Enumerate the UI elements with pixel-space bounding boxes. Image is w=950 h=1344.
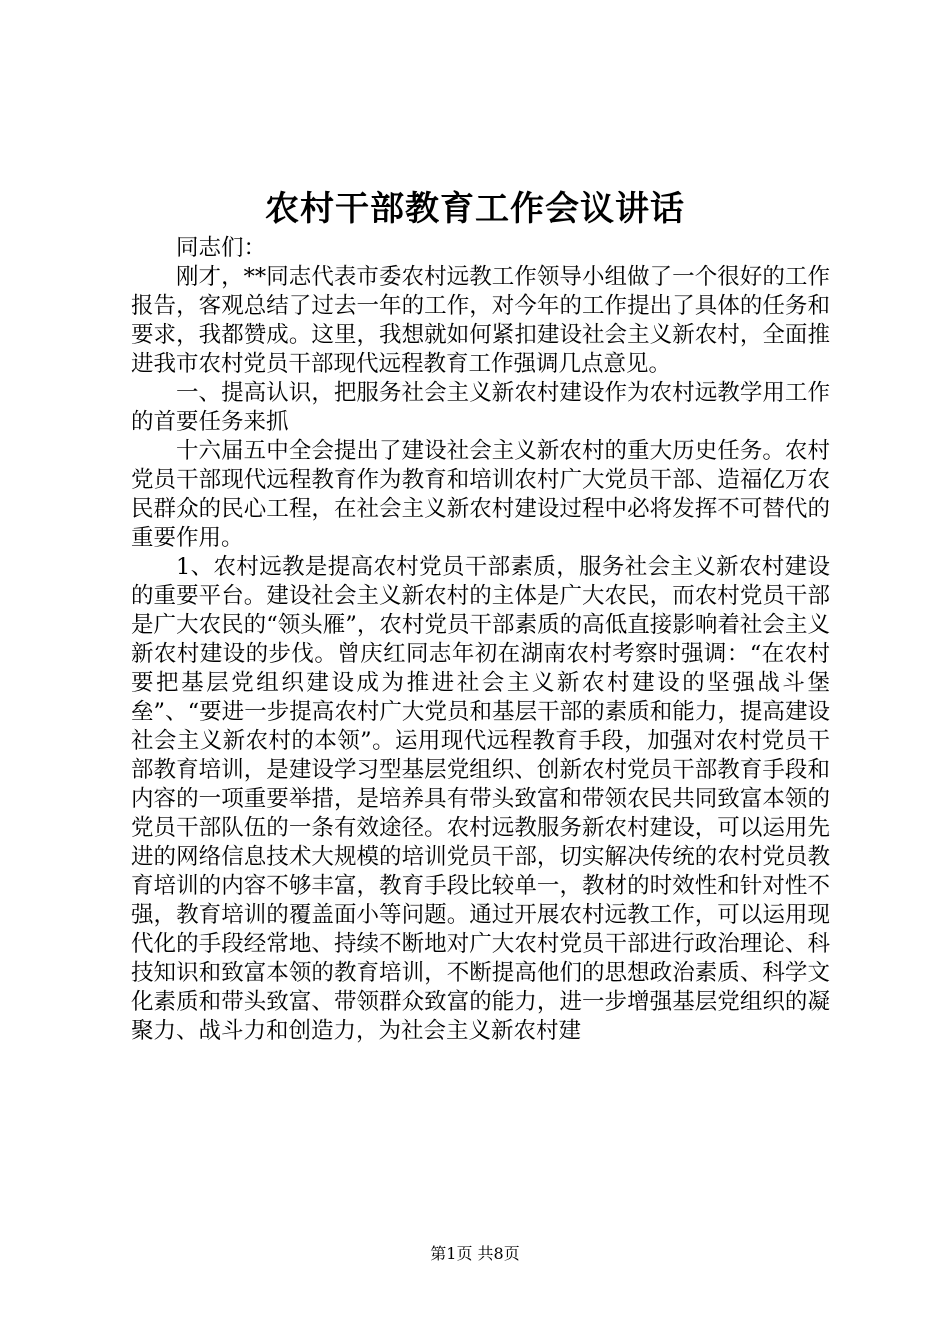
document-title: 农村干部教育工作会议讲话 — [265, 189, 685, 229]
page-number-footer: 第1页 共8页 — [430, 1244, 520, 1263]
salutation-paragraph: 同志们： — [176, 235, 267, 261]
body-paragraph: 1、农村远教是提高农村党员干部素质，服务社会主义新农村建设的重要平台。建设社会主义新农村的主体是广大农民，而农村党员干部是广大农民的“领头雁”，农村党员干部素质的高低直接影响着社会主义新农村建设的步伐。曾庆红同志年初在湖南农村考察时强调：“在农村要把基层党组织建设成为推进社会主义新农村建设的坚强战斗堡垒”、“要进一步提高农村广大党员和基层干部的素质和能力，提高建设社会主义新农村的本领”。运用现代远程教育手段，加强对农村党员干部教育培训，是建设学习型基层党组织、创新农村党员干部教育手段和内容的一项重要举措，是培养具有带头致富和带领农民共同致富本领的党员干部队伍的一条有效途径。农村远教服务新农村建设，可以运用先进的网络信息技术大规模的培训党员干部，切实解决传统的农村党员教育培训的内容不够丰富，教育手段比较单一，教材的时效性和针对性不强，教育培训的覆盖面小等问题。通过开展农村远教工作，可以运用现代化的手段经常地、持续不断地对广大农村党员干部进行政治理论、科技知识和致富本领的教育培训，不断提高他们的思想政治素质、科学文化素质和带头致富、带领群众致富的能力，进一步增强基层党组织的凝聚力、战斗力和创造力，为社会主义新农村建 — [131, 554, 830, 1044]
section-heading: 一、提高认识，把服务社会主义新农村建设作为农村远教学用工作的首要任务来抓 — [131, 380, 830, 435]
body-paragraph: 十六届五中全会提出了建设社会主义新农村的重大历史任务。农村党员干部现代远程教育作为教育和培训农村广大党员干部、造福亿万农民群众的民心工程，在社会主义新农村建设过程中必将发挥不可替代的重要作用。 — [131, 438, 830, 551]
document-body — [131, 234, 830, 1046]
intro-paragraph: 刚才，**同志代表市委农村远教工作领导小组做了一个很好的工作报告，客观总结了过去一年的工作，对今年的工作提出了具体的任务和要求，我都赞成。这里，我想就如何紧扣建设社会主义新农村，全面推进我市农村党员干部现代远程教育工作强调几点意见。 — [131, 264, 830, 377]
